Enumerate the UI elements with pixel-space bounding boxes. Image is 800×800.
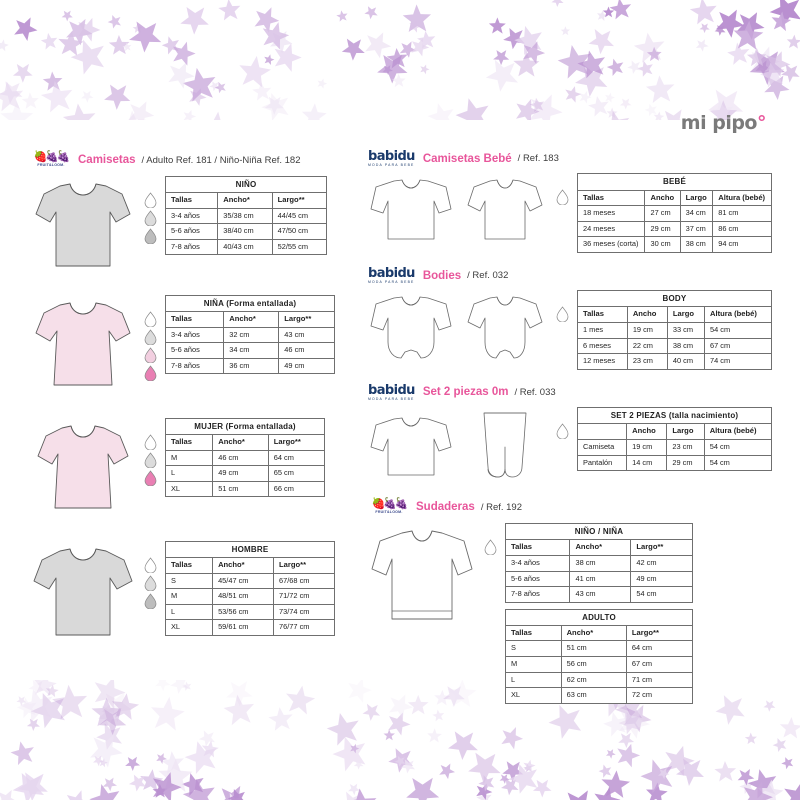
cell: 12 meses (578, 354, 628, 370)
table-row (506, 556, 693, 572)
drop-icon (556, 423, 569, 439)
cell: 64 cm (268, 450, 324, 466)
column-header: Ancho* (561, 625, 626, 641)
color-swatches-hombre (144, 541, 157, 609)
block-body (368, 290, 772, 369)
section-header-bodies (368, 267, 772, 284)
drop-icon (144, 228, 157, 244)
drop-icon (144, 593, 157, 609)
cell: 52/55 cm (272, 239, 326, 255)
drop-icon (144, 434, 157, 450)
cell: 44/45 cm (272, 208, 326, 224)
table-caption: BODY (578, 291, 772, 307)
garment-body-longsleeve (368, 290, 454, 366)
column-header: Altura (bebé) (704, 424, 771, 440)
column-header: Ancho (627, 424, 667, 440)
section-subtitle: / Ref. 183 (517, 153, 559, 165)
garment-set-pants (462, 407, 548, 483)
cell: 54 cm (631, 587, 693, 603)
cell: 67 cm (705, 338, 772, 354)
cell: 38 cm (667, 338, 704, 354)
cell: 29 cm (667, 455, 704, 471)
fruit-of-the-loom-logo (30, 150, 72, 170)
color-swatches-bebe (556, 173, 569, 205)
section-subtitle: / Ref. 192 (480, 501, 523, 513)
cell: L (166, 466, 213, 482)
color-swatches-sudaderas (484, 523, 497, 555)
brand-dot: ° (757, 112, 766, 134)
drop-icon (144, 192, 157, 208)
cell: L (166, 604, 213, 620)
table-set2 (577, 407, 772, 471)
table-row (166, 450, 325, 466)
section-subtitle: / Ref. 033 (514, 386, 556, 398)
garment-pair-bodies (368, 290, 548, 366)
table-caption: NIÑO / NIÑA (506, 524, 693, 540)
cell: 81 cm (713, 206, 772, 222)
cell: 49 cm (213, 466, 269, 482)
column-header: Largo (667, 307, 704, 323)
table-caption: SET 2 PIEZAS (talla nacimiento) (578, 408, 772, 424)
cell: 40 cm (667, 354, 704, 370)
cell: 43 cm (570, 587, 631, 603)
cell: 73/74 cm (274, 604, 335, 620)
table-row (506, 587, 693, 603)
table-adulto (505, 609, 693, 704)
table-caption: NIÑO (166, 177, 327, 193)
garment-set-shirt (368, 407, 454, 483)
cell: 3-4 años (166, 327, 224, 343)
column-header: Ancho* (213, 558, 274, 574)
table-row (506, 672, 693, 688)
babidu-logo (368, 267, 415, 284)
sudaderas-tables (505, 523, 693, 703)
babidu-logo (368, 150, 415, 167)
table-row (166, 604, 335, 620)
fruit-of-the-loom-logo (368, 497, 410, 517)
cell: 7-8 años (506, 587, 570, 603)
table-row (166, 466, 325, 482)
table-row (166, 239, 327, 255)
color-swatches-mujer (144, 418, 157, 486)
cell: 40/43 cm (218, 239, 272, 255)
table-row (166, 343, 335, 359)
cell: M (166, 450, 213, 466)
table-row (578, 354, 772, 370)
section-title: Camisetas Bebé (422, 152, 512, 165)
babidu-logo-text: babidu (368, 265, 415, 281)
column-header: Tallas (166, 312, 224, 328)
table-row (578, 440, 772, 456)
cell: 64 cm (626, 641, 692, 657)
drop-icon (144, 347, 157, 363)
cell: 23 cm (627, 354, 667, 370)
cell: 46 cm (279, 343, 335, 359)
column-header: Tallas (578, 307, 628, 323)
cell: 67 cm (626, 657, 692, 673)
cell: 38 cm (570, 556, 631, 572)
cell: 18 meses (578, 206, 645, 222)
cell: L (506, 672, 562, 688)
cell: 3-4 años (506, 556, 570, 572)
color-swatches-set2 (556, 407, 569, 439)
section-header-camisetas (30, 150, 370, 170)
column-header: Ancho* (218, 193, 272, 209)
cell: 3-4 años (166, 208, 218, 224)
drop-icon (144, 575, 157, 591)
section-header-camisetas-bebe (368, 150, 772, 167)
cell: 43 cm (279, 327, 335, 343)
column-header: Ancho* (570, 540, 631, 556)
table-hombre (165, 541, 335, 636)
cell: 72 cm (626, 688, 692, 704)
cell: 71 cm (626, 672, 692, 688)
cell: 38 cm (680, 237, 713, 253)
column-header: Largo** (268, 435, 324, 451)
table-row (578, 237, 772, 253)
cell: 37 cm (680, 221, 713, 237)
brand-name: mi pipo (680, 112, 757, 134)
cell: 7-8 años (166, 239, 218, 255)
table-row (506, 571, 693, 587)
cell: 62 cm (561, 672, 626, 688)
drop-icon (144, 557, 157, 573)
cell: 33 cm (667, 323, 704, 339)
cell: 42 cm (631, 556, 693, 572)
cell: 51 cm (213, 481, 269, 497)
section-title: Set 2 piezas 0m (422, 386, 509, 399)
garment-tshirt-woman (30, 418, 136, 519)
garment-baby-shortsleeve (462, 173, 548, 245)
table-row (166, 573, 335, 589)
table-bebe (577, 173, 772, 252)
cell: 19 cm (627, 323, 667, 339)
column-header: Tallas (166, 193, 218, 209)
garment-pair-set2 (368, 407, 548, 483)
table-caption: ADULTO (506, 609, 693, 625)
cell: 63 cm (561, 688, 626, 704)
drop-icon (144, 329, 157, 345)
column-header: Ancho* (224, 312, 279, 328)
cell: 34 cm (680, 206, 713, 222)
color-swatches-nino (144, 176, 157, 244)
section-header-set2 (368, 384, 772, 401)
babidu-logo-text: babidu (368, 149, 415, 164)
cell: 5-6 años (166, 224, 218, 240)
table-caption: MUJER (Forma entallada) (166, 419, 325, 435)
table-row (506, 688, 693, 704)
cell: 38/40 cm (218, 224, 272, 240)
cell: 49 cm (631, 571, 693, 587)
cell: 46 cm (213, 450, 269, 466)
table-body (577, 290, 772, 369)
garment-body-shortsleeve (462, 290, 548, 366)
table-row (578, 221, 772, 237)
section-subtitle: / Adulto Ref. 181 / Niño-Niña Ref. 182 (141, 154, 301, 166)
block-set2 (368, 407, 772, 483)
cell: 59/61 cm (213, 620, 274, 636)
right-column (368, 150, 772, 712)
drop-icon (144, 210, 157, 226)
table-row (166, 481, 325, 497)
cell: S (506, 641, 562, 657)
column-header: Tallas (166, 558, 213, 574)
fruit-berries-icon: 🍓🍇🍇 (371, 498, 407, 511)
cell: 71/72 cm (274, 589, 335, 605)
garment-baby-longsleeve (368, 173, 454, 245)
cell: 30 cm (645, 237, 680, 253)
drop-icon (556, 189, 569, 205)
column-header: Largo (680, 190, 713, 206)
column-header: Largo** (274, 558, 335, 574)
table-row (166, 589, 335, 605)
cell: 14 cm (627, 455, 667, 471)
section-header-sudaderas (368, 497, 772, 517)
table-nino (165, 176, 327, 255)
cell: 86 cm (713, 221, 772, 237)
column-header: Ancho* (213, 435, 269, 451)
cell: 41 cm (570, 571, 631, 587)
block-hombre (30, 541, 370, 646)
table-caption: BEBÉ (578, 174, 772, 190)
section-title: Bodies (422, 269, 462, 282)
column-header: Largo (667, 424, 704, 440)
cell: 45/47 cm (213, 573, 274, 589)
cell: 29 cm (645, 221, 680, 237)
table-nina (165, 295, 335, 374)
cell: 67/68 cm (274, 573, 335, 589)
column-header: Largo** (631, 540, 693, 556)
drop-icon (144, 452, 157, 468)
cell: 76/77 cm (274, 620, 335, 636)
table-mujer (165, 418, 325, 497)
table-row (166, 327, 335, 343)
cell: 36 meses (corta) (578, 237, 645, 253)
cell: XL (166, 481, 213, 497)
table-row (578, 455, 772, 471)
cell: M (166, 589, 213, 605)
column-header: Largo** (272, 193, 326, 209)
table-nino-nina (505, 523, 693, 602)
block-nina (30, 295, 370, 396)
table-row (506, 657, 693, 673)
table-row (506, 641, 693, 657)
cell: 53/56 cm (213, 604, 274, 620)
cell: XL (506, 688, 562, 704)
table-row (166, 208, 327, 224)
block-nino (30, 176, 370, 277)
column-header: Largo** (626, 625, 692, 641)
drop-icon (484, 539, 497, 555)
cell: 5-6 años (166, 343, 224, 359)
cell: 7-8 años (166, 358, 224, 374)
cell: 23 cm (667, 440, 704, 456)
cell: 51 cm (561, 641, 626, 657)
cell: 54 cm (705, 323, 772, 339)
drop-icon (144, 365, 157, 381)
cell: 94 cm (713, 237, 772, 253)
column-header (578, 424, 627, 440)
column-header: Ancho (645, 190, 680, 206)
color-swatches-nina (144, 295, 157, 381)
cell: 6 meses (578, 338, 628, 354)
garment-tshirt-man (30, 541, 136, 646)
garment-pair-baby-tshirts (368, 173, 548, 245)
cell: Pantalón (578, 455, 627, 471)
cell: 56 cm (561, 657, 626, 673)
cell: 22 cm (627, 338, 667, 354)
fruit-logo-text: FRUIT&LOOM. (375, 510, 403, 515)
column-header: Largo** (279, 312, 335, 328)
cell: S (166, 573, 213, 589)
cell: 74 cm (705, 354, 772, 370)
cell: 32 cm (224, 327, 279, 343)
cell: 27 cm (645, 206, 680, 222)
cell: Camiseta (578, 440, 627, 456)
section-title: Sudaderas (416, 501, 475, 514)
column-header: Altura (bebé) (705, 307, 772, 323)
cell: 54 cm (704, 455, 771, 471)
table-row (166, 224, 327, 240)
cell: 5-6 años (506, 571, 570, 587)
cell: 47/50 cm (272, 224, 326, 240)
color-swatches-body (556, 290, 569, 322)
column-header: Altura (bebé) (713, 190, 772, 206)
table-row (578, 206, 772, 222)
column-header: Ancho (627, 307, 667, 323)
column-header: Tallas (506, 625, 562, 641)
cell: 66 cm (268, 481, 324, 497)
babidu-logo-subtext: MODA PARA BEBE (368, 163, 415, 167)
block-sudaderas (368, 523, 772, 703)
drop-icon (144, 470, 157, 486)
section-subtitle: / Ref. 032 (467, 270, 509, 282)
babidu-logo-subtext: MODA PARA BEBE (368, 279, 415, 284)
table-row (578, 338, 772, 354)
fruit-berries-icon: 🍓🍇🍇 (33, 151, 69, 164)
column-header: Tallas (578, 190, 645, 206)
cell: 36 cm (224, 358, 279, 374)
section-title: Camisetas (78, 154, 136, 166)
cell: 34 cm (224, 343, 279, 359)
column-header: Tallas (506, 540, 570, 556)
cell: 48/51 cm (213, 589, 274, 605)
block-bebe (368, 173, 772, 252)
table-row (578, 323, 772, 339)
cell: M (506, 657, 562, 673)
babidu-logo-text: babidu (368, 382, 415, 398)
cell: 49 cm (279, 358, 335, 374)
babidu-logo-subtext: MODA PARA BEBE (368, 396, 415, 401)
cell: 35/38 cm (218, 208, 272, 224)
left-column (30, 150, 370, 654)
block-mujer (30, 418, 370, 519)
garment-tshirt-boy (30, 176, 136, 277)
drop-icon (556, 306, 569, 322)
table-row (166, 358, 335, 374)
cell: 24 meses (578, 221, 645, 237)
babidu-logo (368, 384, 415, 401)
cell: 65 cm (268, 466, 324, 482)
table-caption: NIÑA (Forma entallada) (166, 296, 335, 312)
cell: 1 mes (578, 323, 628, 339)
fruit-logo-text: FRUIT&LOOM. (37, 163, 65, 168)
garment-tshirt-girl (30, 295, 136, 396)
cell: 54 cm (704, 440, 771, 456)
table-row (166, 620, 335, 636)
table-caption: HOMBRE (166, 542, 335, 558)
column-header: Tallas (166, 435, 213, 451)
cell: XL (166, 620, 213, 636)
cell: 19 cm (627, 440, 667, 456)
garment-sweatshirt (368, 523, 476, 632)
drop-icon (144, 311, 157, 327)
